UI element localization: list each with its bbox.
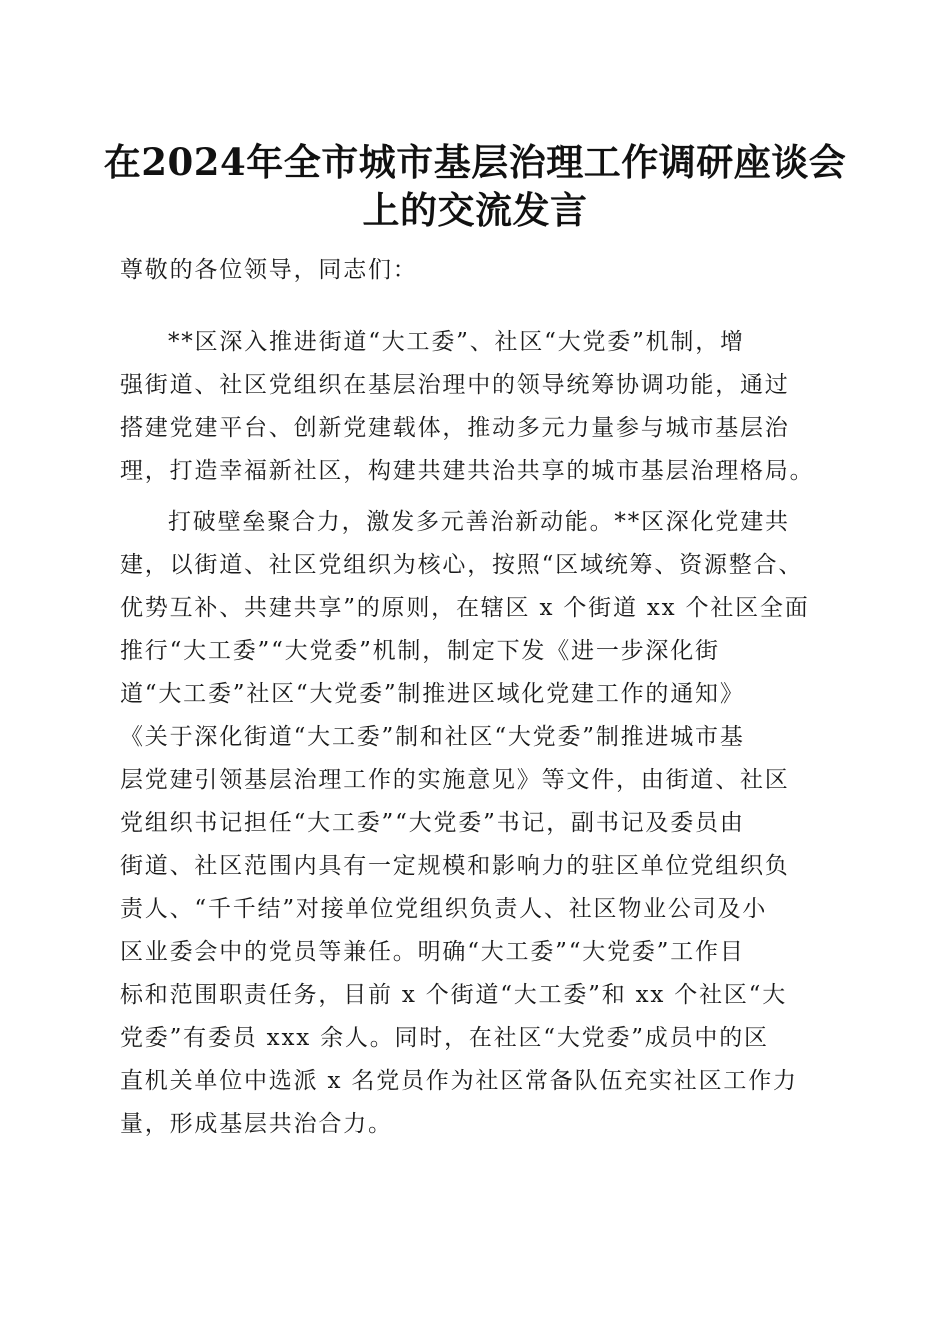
document-title-line-2: 上的交流发言	[362, 188, 588, 232]
paragraph-2-line: 建，以街道、社区党组织为核心，按照“区域统筹、资源整合、	[120, 552, 804, 578]
paragraph-2-line: 责人、“千千结”对接单位党组织负责人、社区物业公司及小	[120, 896, 768, 922]
paragraph-2-line: 区业委会中的党员等兼任。明确“大工委”“大党委”工作目	[120, 939, 745, 965]
paragraph-2-line: 道“大工委”社区“大党委”制推进区域化党建工作的通知》	[120, 681, 745, 707]
paragraph-1-line: **区深入推进街道“大工委”、社区“大党委”机制，增	[168, 329, 745, 355]
paragraph-2-line: 直机关单位中选派 x 名党员作为社区常备队伍充实社区工作力	[120, 1068, 798, 1094]
paragraph-2-line: 《关于深化街道“大工委”制和社区“大党委”制推进城市基	[120, 724, 745, 750]
paragraph-2-line: 优势互补、共建共享”的原则，在辖区 x 个街道 xx 个社区全面	[120, 595, 810, 621]
paragraph-2-line: 推行“大工委”“大党委”机制，制定下发《进一步深化街	[120, 638, 720, 664]
paragraph-2-line: 党组织书记担任“大工委”“大党委”书记，副书记及委员由	[120, 810, 745, 836]
salutation: 尊敬的各位领导，同志们：	[120, 257, 418, 283]
paragraph-2-line: 标和范围职责任务，目前 x 个街道“大工委”和 xx 个社区“大	[120, 982, 788, 1008]
paragraph-1-line: 理，打造幸福新社区，构建共建共治共享的城市基层治理格局。	[120, 458, 815, 484]
paragraph-2-line: 街道、社区范围内具有一定规模和影响力的驻区单位党组织负	[120, 853, 790, 879]
document-title-line-1: 在2024年全市城市基层治理工作调研座谈会	[103, 140, 847, 184]
paragraph-2-line: 打破壁垒聚合力，激发多元善治新动能。**区深化党建共	[168, 509, 790, 535]
paragraph-1	[120, 321, 880, 493]
paragraph-2-line: 量，形成基层共治合力。	[120, 1111, 393, 1137]
paragraph-2	[120, 501, 880, 1146]
paragraph-1-line: 搭建党建平台、创新党建载体，推动多元力量参与城市基层治	[120, 415, 790, 441]
paragraph-1-line: 强街道、社区党组织在基层治理中的领导统筹协调功能，通过	[120, 372, 790, 398]
paragraph-2-line: 层党建引领基层治理工作的实施意见》等文件，由街道、社区	[120, 767, 790, 793]
paragraph-2-line: 党委”有委员 xxx 余人。同时，在社区“大党委”成员中的区	[120, 1025, 769, 1051]
